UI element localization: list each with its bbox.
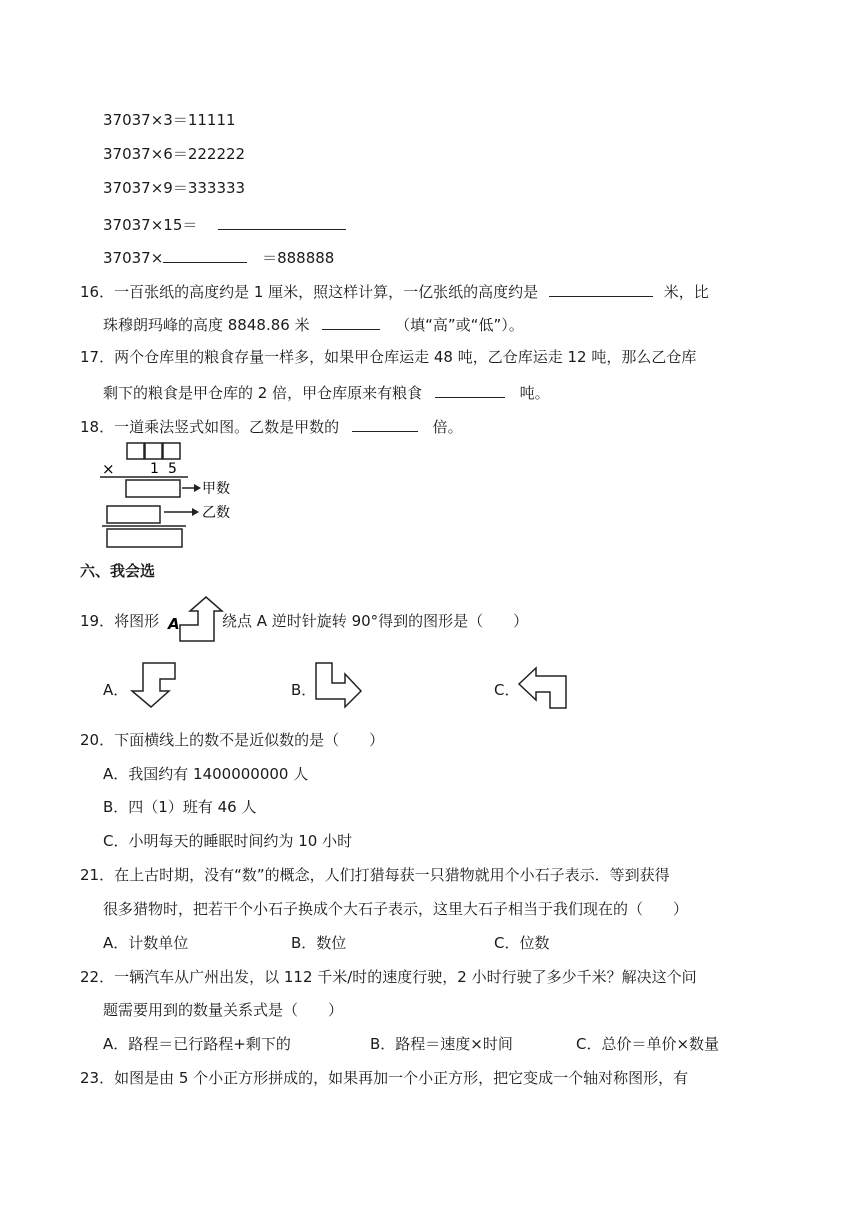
q20-option-a[interactable]: A．我国约有 1400000000 人 bbox=[103, 765, 309, 783]
multiplication-figure bbox=[98, 440, 248, 552]
q21-option-a[interactable]: A．计数单位 bbox=[103, 934, 189, 952]
q19-suffix: 绕点 A 逆时针旋转 90°得到的图形是（ ） bbox=[222, 612, 529, 630]
arrowhead-b bbox=[192, 508, 199, 516]
q16-text-d: （填“高”或“低”）。 bbox=[395, 316, 524, 334]
l-arrow-shape bbox=[180, 597, 222, 641]
answer-blank[interactable] bbox=[549, 280, 653, 297]
pattern-row-1: 37037×3＝11111 bbox=[103, 111, 236, 129]
answer-blank[interactable] bbox=[322, 313, 380, 330]
arrowhead-a bbox=[194, 484, 201, 492]
point-a-label: A bbox=[168, 615, 180, 633]
result-box bbox=[107, 529, 182, 547]
q17-line-2 bbox=[103, 381, 550, 403]
digit-box bbox=[145, 443, 162, 459]
answer-blank[interactable] bbox=[218, 213, 346, 230]
option-b-shape[interactable] bbox=[313, 662, 365, 710]
q16-text-b: 米，比 bbox=[663, 283, 709, 301]
product-box-a bbox=[126, 480, 180, 497]
answer-blank[interactable] bbox=[435, 381, 505, 398]
q23-line-1: 23．如图是由 5 个小正方形拼成的，如果再加一个小正方形，把它变成一个轴对称图形，有 bbox=[80, 1069, 689, 1087]
q19-prefix: 19．将图形 bbox=[80, 612, 160, 630]
answer-blank[interactable] bbox=[352, 415, 418, 432]
q19-option-b-label[interactable]: B． bbox=[291, 681, 317, 699]
shape-outline bbox=[132, 663, 175, 707]
q19-option-a-label[interactable]: A． bbox=[103, 681, 129, 699]
q22-option-b[interactable]: B．路程＝速度×时间 bbox=[370, 1035, 513, 1053]
section-heading: 六、我会选 bbox=[80, 562, 156, 580]
pattern-row-4 bbox=[103, 213, 346, 235]
option-a-shape[interactable] bbox=[128, 662, 178, 708]
q22-line-1: 22．一辆汽车从广州出发，以 112 千米/时的速度行驶，2 小时行驶了多少千米？解决这个问 bbox=[80, 968, 697, 986]
product-box-b bbox=[107, 506, 160, 523]
q16-line-1 bbox=[80, 280, 709, 302]
q17-text-b: 吨。 bbox=[519, 384, 550, 402]
q21-option-c[interactable]: C．位数 bbox=[494, 934, 550, 952]
q22-option-a[interactable]: A．路程＝已行路程+剩下的 bbox=[103, 1035, 291, 1053]
q17-text-a: 剩下的粮食是甲仓库的 2 倍，甲仓库原来有粮食 bbox=[103, 384, 423, 402]
digit-box bbox=[163, 443, 180, 459]
pattern-row-4-text: 37037×15＝ bbox=[103, 216, 198, 234]
shape-outline bbox=[316, 663, 361, 707]
q22-line-2: 题需要用到的数量关系式是（ ） bbox=[103, 1001, 344, 1019]
label-jia: 甲数 bbox=[202, 481, 230, 497]
q22-option-c[interactable]: C．总价＝单价×数量 bbox=[576, 1035, 720, 1053]
q18-line bbox=[80, 415, 463, 437]
label-yi: 乙数 bbox=[202, 505, 230, 521]
q18-text-b: 倍。 bbox=[432, 418, 463, 436]
q21-line-1: 21．在上古时期，没有“数”的概念，人们打猎每获一只猎物就用个小石子表示．等到获得 bbox=[80, 866, 670, 884]
pattern-row-3: 37037×9＝333333 bbox=[103, 179, 246, 197]
shape-outline bbox=[519, 668, 566, 708]
q16-text-a: 16．一百张纸的高度约是 1 厘米，照这样计算，一亿张纸的高度约是 bbox=[80, 283, 539, 301]
q20-stem: 20．下面横线上的数不是近似数的是（ ） bbox=[80, 731, 385, 749]
digit-box bbox=[127, 443, 144, 459]
digit-5: 5 bbox=[168, 461, 177, 477]
q21-option-b[interactable]: B．数位 bbox=[291, 934, 347, 952]
q20-option-b[interactable]: B．四（1）班有 46 人 bbox=[103, 798, 257, 816]
pattern-row-5 bbox=[103, 246, 334, 268]
q18-text-a: 18．一道乘法竖式如图。乙数是甲数的 bbox=[80, 418, 340, 436]
option-c-shape[interactable] bbox=[518, 662, 570, 710]
q19-option-c-label[interactable]: C． bbox=[494, 681, 520, 699]
q16-text-c: 珠穆朗玛峰的高度 8848.86 米 bbox=[103, 316, 310, 334]
answer-blank[interactable] bbox=[163, 246, 247, 263]
q16-line-2 bbox=[103, 313, 524, 335]
pattern-row-5-right: ＝888888 bbox=[262, 249, 335, 267]
digit-1: 1 bbox=[150, 461, 159, 477]
pattern-row-5-left: 37037× bbox=[103, 249, 164, 267]
q21-line-2: 很多猎物时，把若干个小石子换成个大石子表示，这里大石子相当于我们现在的（ ） bbox=[103, 900, 689, 918]
q17-line-1: 17．两个仓库里的粮食存量一样多，如果甲仓库运走 48 吨，乙仓库运走 12 吨，那么乙仓库 bbox=[80, 348, 697, 366]
q20-option-c[interactable]: C．小明每天的睡眠时间约为 10 小时 bbox=[103, 832, 353, 850]
times-sign: × bbox=[102, 460, 115, 478]
original-shape bbox=[168, 596, 218, 644]
pattern-row-2: 37037×6＝222222 bbox=[103, 145, 246, 163]
